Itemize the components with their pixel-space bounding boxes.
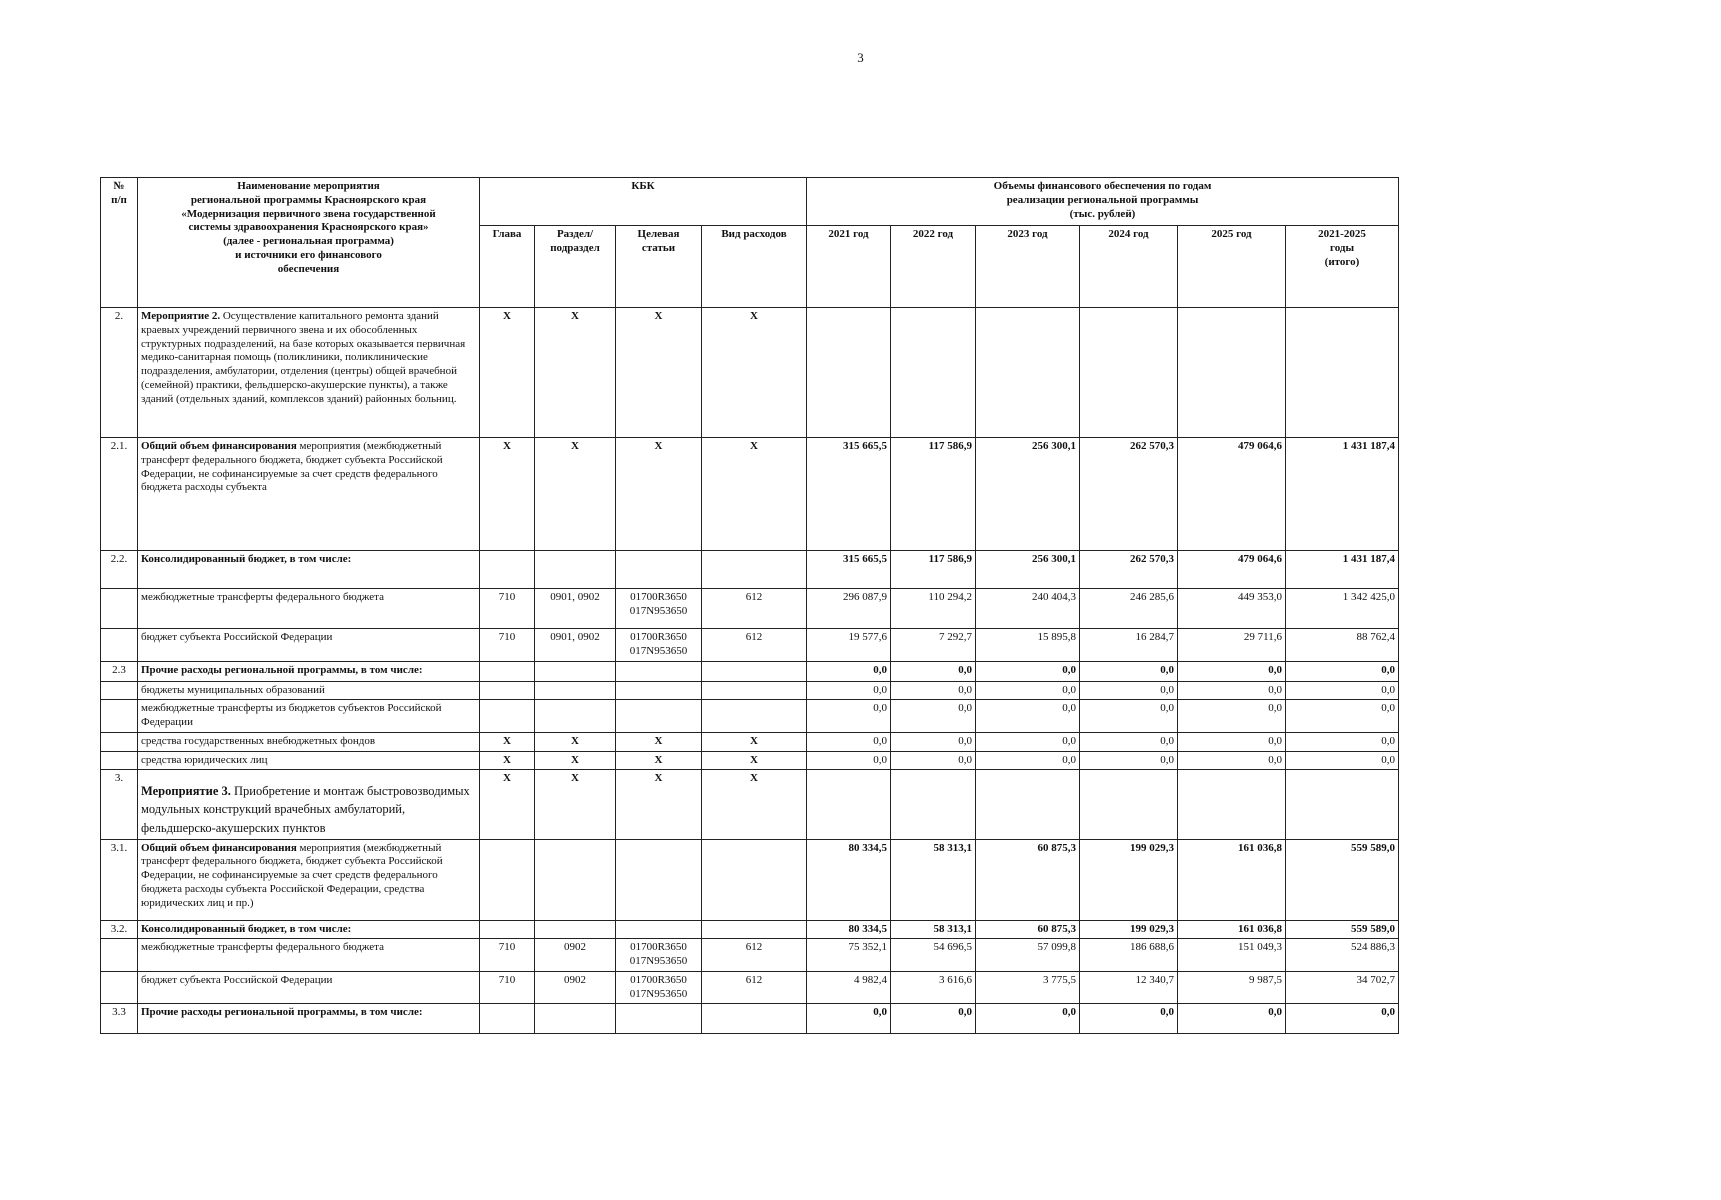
kbk-vid-cell: [702, 920, 807, 939]
kbk-glava-cell: [480, 1004, 535, 1034]
row-number-cell: 3.1.: [101, 839, 138, 920]
value-cell-year-5: 0,0: [1286, 1004, 1399, 1034]
row-name-lead: Прочие расходы региональной программы, в том числе:: [141, 1006, 423, 1019]
header-year-col-2: 2023 год: [976, 226, 1080, 308]
value-cell-year-1: 117 586,9: [891, 551, 976, 589]
header-year-col-5: 2021-2025 годы (итого): [1286, 226, 1399, 308]
row-name-text: межбюджетные трансферты федерального бюджета: [141, 591, 384, 603]
value-cell-year-5: 1 342 425,0: [1286, 589, 1399, 629]
row-name-lead: Прочие расходы региональной программы, в том числе:: [141, 663, 423, 676]
row-number-cell: 3.2.: [101, 920, 138, 939]
row-number-cell: [101, 700, 138, 733]
table-row: [101, 751, 1399, 770]
header-kbk-col-2: Целевая статьи: [616, 226, 702, 308]
value-cell-year-3: 199 029,3: [1080, 920, 1178, 939]
row-number-cell: [101, 971, 138, 1004]
value-cell-year-2: 0,0: [976, 751, 1080, 770]
value-cell-year-5: 524 886,3: [1286, 939, 1399, 972]
value-cell-year-1: 0,0: [891, 661, 976, 681]
row-number-cell: 2.2.: [101, 551, 138, 589]
header-year-col-4: 2025 год: [1178, 226, 1286, 308]
value-cell-year-5: 559 589,0: [1286, 920, 1399, 939]
value-cell-year-0: 0,0: [807, 751, 891, 770]
value-cell-year-3: 0,0: [1080, 700, 1178, 733]
row-name-text: бюджет субъекта Российской Федерации: [141, 631, 333, 643]
value-cell-year-4: 479 064,6: [1178, 551, 1286, 589]
header-number: № п/п: [101, 178, 138, 308]
value-cell-year-5: 88 762,4: [1286, 629, 1399, 662]
value-cell-year-0: [807, 308, 891, 438]
value-cell-year-3: 0,0: [1080, 681, 1178, 700]
kbk-vid-cell: 612: [702, 971, 807, 1004]
row-name-cell: [138, 661, 480, 681]
value-cell-year-2: 57 099,8: [976, 939, 1080, 972]
header-year-col-1: 2022 год: [891, 226, 976, 308]
value-cell-year-2: 3 775,5: [976, 971, 1080, 1004]
value-cell-year-1: 7 292,7: [891, 629, 976, 662]
value-cell-year-0: 19 577,6: [807, 629, 891, 662]
value-cell-year-4: [1178, 770, 1286, 839]
kbk-glava-cell: 710: [480, 971, 535, 1004]
kbk-glava-cell: 710: [480, 629, 535, 662]
row-number-cell: 3.: [101, 770, 138, 839]
kbk-razdel-cell: 0901, 0902: [535, 589, 616, 629]
kbk-celevaya-cell: [616, 1004, 702, 1034]
kbk-razdel-cell: [535, 920, 616, 939]
value-cell-year-5: 0,0: [1286, 661, 1399, 681]
kbk-celevaya-cell: 01700R3650 017N953650: [616, 589, 702, 629]
value-cell-year-1: 0,0: [891, 751, 976, 770]
row-name-text: бюджет субъекта Российской Федерации: [141, 973, 333, 986]
row-number-cell: 2.1.: [101, 438, 138, 551]
value-cell-year-3: 246 285,6: [1080, 589, 1178, 629]
value-cell-year-4: 449 353,0: [1178, 589, 1286, 629]
row-name-text: межбюджетные трансферты из бюджетов субъектов Российской Федерации: [141, 702, 442, 728]
kbk-glava-cell: X: [480, 732, 535, 751]
value-cell-year-3: 199 029,3: [1080, 839, 1178, 920]
value-cell-year-4: 0,0: [1178, 1004, 1286, 1034]
kbk-razdel-cell: [535, 661, 616, 681]
kbk-razdel-cell: X: [535, 438, 616, 551]
value-cell-year-1: [891, 770, 976, 839]
value-cell-year-4: 161 036,8: [1178, 920, 1286, 939]
row-name-cell: [138, 920, 480, 939]
row-number-cell: 2.: [101, 308, 138, 438]
header-name: Наименование мероприятия региональной программы Красноярского края «Модернизация первичного звена государственной системы здравоохранения Красноярского края» (далее - региональная программа) и источники его финансового обеспечения: [138, 178, 480, 308]
value-cell-year-2: 0,0: [976, 1004, 1080, 1034]
row-name-cell: [138, 971, 480, 1004]
kbk-glava-cell: [480, 839, 535, 920]
kbk-razdel-cell: [535, 839, 616, 920]
kbk-celevaya-cell: X: [616, 751, 702, 770]
kbk-celevaya-cell: 01700R3650 017N953650: [616, 629, 702, 662]
table-row: [101, 589, 1399, 629]
value-cell-year-0: 315 665,5: [807, 551, 891, 589]
kbk-razdel-cell: [535, 681, 616, 700]
kbk-glava-cell: X: [480, 308, 535, 438]
kbk-razdel-cell: X: [535, 770, 616, 839]
financing-table: [100, 177, 1399, 1034]
kbk-glava-cell: [480, 700, 535, 733]
row-name-cell: [138, 839, 480, 920]
value-cell-year-4: [1178, 308, 1286, 438]
kbk-vid-cell: X: [702, 732, 807, 751]
value-cell-year-5: 1 431 187,4: [1286, 551, 1399, 589]
value-cell-year-3: [1080, 308, 1178, 438]
row-number-cell: [101, 939, 138, 972]
value-cell-year-4: 151 049,3: [1178, 939, 1286, 972]
row-name-cell: [138, 939, 480, 972]
row-name-cell: [138, 629, 480, 662]
table-row: [101, 770, 1399, 839]
row-name-cell: [138, 700, 480, 733]
value-cell-year-1: 117 586,9: [891, 438, 976, 551]
table-row: [101, 971, 1399, 1004]
kbk-glava-cell: X: [480, 438, 535, 551]
value-cell-year-3: [1080, 770, 1178, 839]
kbk-vid-cell: 612: [702, 589, 807, 629]
value-cell-year-5: 1 431 187,4: [1286, 438, 1399, 551]
value-cell-year-3: 262 570,3: [1080, 438, 1178, 551]
value-cell-year-5: 0,0: [1286, 681, 1399, 700]
row-number-cell: 2.3: [101, 661, 138, 681]
header-year-col-0: 2021 год: [807, 226, 891, 308]
value-cell-year-1: 0,0: [891, 1004, 976, 1034]
value-cell-year-2: [976, 308, 1080, 438]
value-cell-year-0: 296 087,9: [807, 589, 891, 629]
kbk-vid-cell: 612: [702, 939, 807, 972]
row-number-cell: [101, 751, 138, 770]
kbk-celevaya-cell: 01700R3650 017N953650: [616, 971, 702, 1004]
row-name-lead: Мероприятие 2.: [141, 310, 221, 322]
row-name-cell: [138, 681, 480, 700]
financing-table-wrapper: [100, 177, 1399, 1034]
kbk-vid-cell: [702, 661, 807, 681]
value-cell-year-1: 54 696,5: [891, 939, 976, 972]
value-cell-year-4: 29 711,6: [1178, 629, 1286, 662]
table-row: [101, 700, 1399, 733]
kbk-celevaya-cell: [616, 551, 702, 589]
kbk-vid-cell: X: [702, 770, 807, 839]
row-name-text: Осуществление капитального ремонта зданий краевых учреждений первичного звена и их обособленных структурных подразделений, на базе которых оказывается первичная медико-санитарная помощь (поликлиники, поликлинические подразделения, амбулатории, отделения (центры) общей врачебной (семейной) практики, фельдшерско-акушерские пункты), а также зданий (отдельных зданий, комплексов зданий) районных больниц.: [141, 310, 466, 405]
row-name-cell: [138, 551, 480, 589]
value-cell-year-0: 0,0: [807, 681, 891, 700]
value-cell-year-0: 80 334,5: [807, 839, 891, 920]
value-cell-year-2: 0,0: [976, 732, 1080, 751]
row-name-text: Приобретение и монтаж быстровозводимых модульных конструкций врачебных амбулаторий, фельдшерско-акушерских пунктов: [141, 784, 470, 835]
value-cell-year-1: 0,0: [891, 681, 976, 700]
row-number-cell: [101, 681, 138, 700]
kbk-glava-cell: 710: [480, 939, 535, 972]
value-cell-year-3: 262 570,3: [1080, 551, 1178, 589]
kbk-celevaya-cell: X: [616, 770, 702, 839]
row-name-cell: [138, 438, 480, 551]
table-row: [101, 438, 1399, 551]
value-cell-year-3: 12 340,7: [1080, 971, 1178, 1004]
kbk-celevaya-cell: [616, 681, 702, 700]
table-row: [101, 661, 1399, 681]
row-number-cell: [101, 629, 138, 662]
value-cell-year-3: 0,0: [1080, 732, 1178, 751]
value-cell-year-1: 3 616,6: [891, 971, 976, 1004]
kbk-vid-cell: [702, 551, 807, 589]
kbk-razdel-cell: [535, 551, 616, 589]
row-number-cell: [101, 732, 138, 751]
row-name-text: мероприятия (межбюджетный трансферт федерального бюджета, бюджет субъекта Российской Федерации, не софинансируемые за счет средств федерального бюджета расходы субъекта Российской Федерации, средства юридических лиц и пр.): [141, 841, 443, 909]
table-row: [101, 308, 1399, 438]
row-name-lead: Консолидированный бюджет, в том числе:: [141, 922, 352, 935]
kbk-vid-cell: X: [702, 308, 807, 438]
kbk-glava-cell: X: [480, 770, 535, 839]
table-row: [101, 839, 1399, 920]
value-cell-year-0: 315 665,5: [807, 438, 891, 551]
row-number-cell: 3.3: [101, 1004, 138, 1034]
header-year-col-3: 2024 год: [1080, 226, 1178, 308]
table-row: [101, 1004, 1399, 1034]
row-name-cell: [138, 751, 480, 770]
value-cell-year-4: 0,0: [1178, 700, 1286, 733]
value-cell-year-4: 161 036,8: [1178, 839, 1286, 920]
kbk-celevaya-cell: X: [616, 732, 702, 751]
kbk-vid-cell: X: [702, 438, 807, 551]
value-cell-year-0: 0,0: [807, 732, 891, 751]
kbk-razdel-cell: X: [535, 751, 616, 770]
row-name-text: мероприятия (межбюджетный трансферт федерального бюджета, бюджет субъекта Российской Федерации, не софинансируемые за счет средств федерального бюджета расходы субъекта: [141, 440, 443, 494]
value-cell-year-2: 0,0: [976, 661, 1080, 681]
kbk-razdel-cell: X: [535, 308, 616, 438]
value-cell-year-4: 0,0: [1178, 661, 1286, 681]
row-name-cell: [138, 1004, 480, 1034]
row-name-text: средства государственных внебюджетных фондов: [141, 734, 376, 747]
kbk-razdel-cell: 0901, 0902: [535, 629, 616, 662]
value-cell-year-2: 60 875,3: [976, 920, 1080, 939]
kbk-glava-cell: [480, 681, 535, 700]
row-name-text: межбюджетные трансферты федерального бюджета: [141, 941, 384, 954]
value-cell-year-5: 559 589,0: [1286, 839, 1399, 920]
value-cell-year-4: 479 064,6: [1178, 438, 1286, 551]
value-cell-year-1: 58 313,1: [891, 839, 976, 920]
kbk-glava-cell: X: [480, 751, 535, 770]
page-number: 3: [857, 50, 864, 65]
value-cell-year-5: 0,0: [1286, 751, 1399, 770]
kbk-celevaya-cell: [616, 700, 702, 733]
value-cell-year-3: 0,0: [1080, 1004, 1178, 1034]
header-kbk-col-3: Вид расходов: [702, 226, 807, 308]
value-cell-year-0: [807, 770, 891, 839]
kbk-celevaya-cell: X: [616, 438, 702, 551]
kbk-razdel-cell: [535, 700, 616, 733]
value-cell-year-4: 0,0: [1178, 751, 1286, 770]
table-row: [101, 629, 1399, 662]
row-name-lead: Консолидированный бюджет, в том числе:: [141, 553, 352, 565]
value-cell-year-3: 186 688,6: [1080, 939, 1178, 972]
value-cell-year-0: 75 352,1: [807, 939, 891, 972]
kbk-celevaya-cell: X: [616, 308, 702, 438]
value-cell-year-5: [1286, 770, 1399, 839]
row-name-cell: [138, 770, 480, 839]
value-cell-year-5: 0,0: [1286, 700, 1399, 733]
value-cell-year-0: 0,0: [807, 1004, 891, 1034]
value-cell-year-2: 0,0: [976, 681, 1080, 700]
row-number-cell: [101, 589, 138, 629]
value-cell-year-3: 0,0: [1080, 661, 1178, 681]
value-cell-year-0: 0,0: [807, 700, 891, 733]
table-row: [101, 551, 1399, 589]
value-cell-year-2: 15 895,8: [976, 629, 1080, 662]
value-cell-year-1: 110 294,2: [891, 589, 976, 629]
value-cell-year-4: 0,0: [1178, 681, 1286, 700]
kbk-vid-cell: 612: [702, 629, 807, 662]
row-name-text: средства юридических лиц: [141, 753, 268, 766]
row-name-cell: [138, 732, 480, 751]
value-cell-year-3: 0,0: [1080, 751, 1178, 770]
kbk-razdel-cell: 0902: [535, 939, 616, 972]
table-row: [101, 681, 1399, 700]
kbk-razdel-cell: 0902: [535, 971, 616, 1004]
row-name-cell: [138, 589, 480, 629]
value-cell-year-2: 240 404,3: [976, 589, 1080, 629]
table-row: [101, 732, 1399, 751]
value-cell-year-1: 0,0: [891, 700, 976, 733]
kbk-vid-cell: [702, 681, 807, 700]
row-name-lead: Мероприятие 3.: [141, 784, 231, 799]
row-name-lead: Общий объем финансирования: [141, 440, 297, 452]
value-cell-year-2: 256 300,1: [976, 438, 1080, 551]
table-row: [101, 920, 1399, 939]
value-cell-year-2: [976, 770, 1080, 839]
value-cell-year-1: 0,0: [891, 732, 976, 751]
value-cell-year-2: 256 300,1: [976, 551, 1080, 589]
row-name-lead: Общий объем финансирования: [141, 841, 297, 854]
value-cell-year-2: 0,0: [976, 700, 1080, 733]
value-cell-year-0: 0,0: [807, 661, 891, 681]
value-cell-year-5: [1286, 308, 1399, 438]
kbk-celevaya-cell: 01700R3650 017N953650: [616, 939, 702, 972]
value-cell-year-4: 9 987,5: [1178, 971, 1286, 1004]
value-cell-year-5: 0,0: [1286, 732, 1399, 751]
value-cell-year-0: 4 982,4: [807, 971, 891, 1004]
header-kbk-col-0: Глава: [480, 226, 535, 308]
value-cell-year-0: 80 334,5: [807, 920, 891, 939]
kbk-razdel-cell: [535, 1004, 616, 1034]
kbk-glava-cell: [480, 661, 535, 681]
kbk-vid-cell: [702, 700, 807, 733]
header-kbk-col-1: Раздел/ подраздел: [535, 226, 616, 308]
kbk-razdel-cell: X: [535, 732, 616, 751]
kbk-celevaya-cell: [616, 839, 702, 920]
header-volumes: Объемы финансового обеспечения по годам реализации региональной программы (тыс. рублей): [807, 178, 1399, 226]
kbk-glava-cell: [480, 920, 535, 939]
kbk-celevaya-cell: [616, 920, 702, 939]
value-cell-year-1: [891, 308, 976, 438]
kbk-vid-cell: [702, 1004, 807, 1034]
row-name-cell: [138, 308, 480, 438]
kbk-glava-cell: 710: [480, 589, 535, 629]
table-row: [101, 939, 1399, 972]
kbk-vid-cell: [702, 839, 807, 920]
row-name-text: бюджеты муниципальных образований: [141, 683, 325, 696]
header-kbk: КБК: [480, 178, 807, 226]
value-cell-year-5: 34 702,7: [1286, 971, 1399, 1004]
kbk-vid-cell: X: [702, 751, 807, 770]
value-cell-year-3: 16 284,7: [1080, 629, 1178, 662]
kbk-celevaya-cell: [616, 661, 702, 681]
value-cell-year-1: 58 313,1: [891, 920, 976, 939]
value-cell-year-2: 60 875,3: [976, 839, 1080, 920]
value-cell-year-4: 0,0: [1178, 732, 1286, 751]
kbk-glava-cell: [480, 551, 535, 589]
